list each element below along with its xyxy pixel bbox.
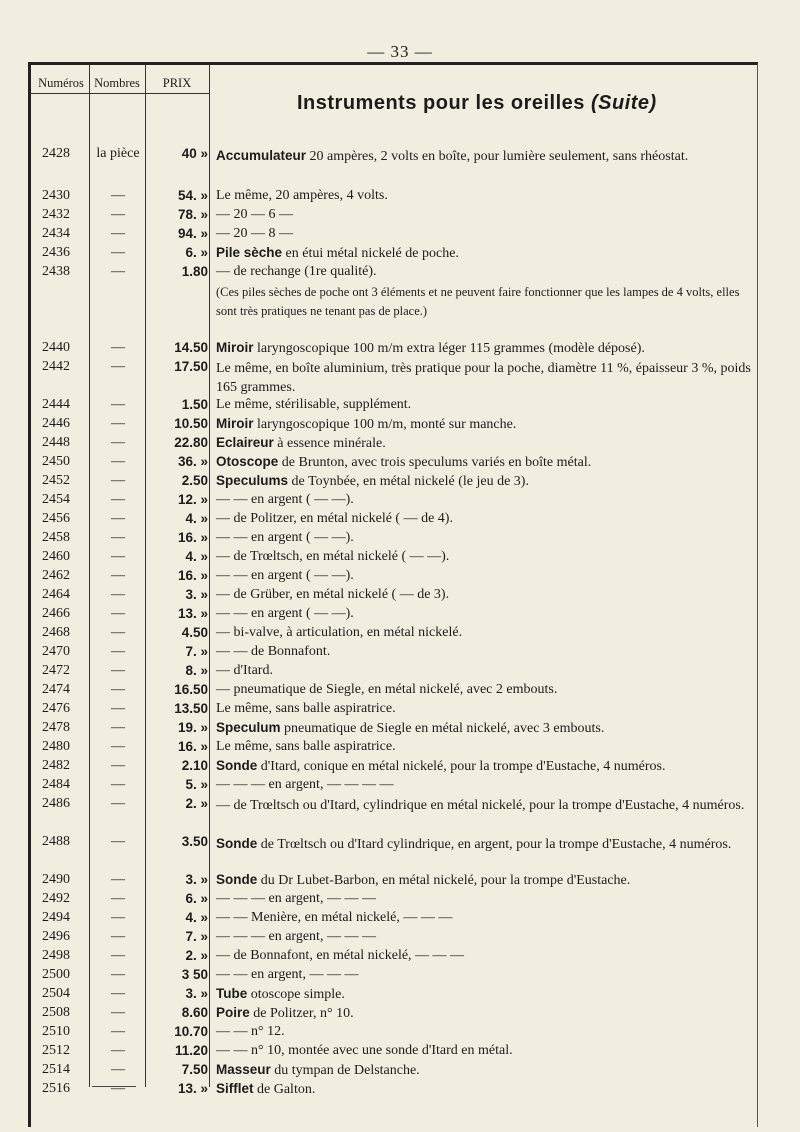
item-name: Sonde (216, 872, 258, 887)
item-number: 2510 (42, 1024, 70, 1039)
item-details: — de Bonnafont, en métal nickelé, — — — (216, 948, 465, 963)
table-row (0, 758, 800, 777)
item-number: 2466 (42, 606, 70, 621)
item-details: otoscope simple. (247, 987, 345, 1002)
item-details: — de Trœltsch ou d'Itard, cylindrique en métal nickelé, pour la trompe d'Eustache, 4 numéros. (216, 798, 745, 813)
table-row (0, 663, 800, 682)
table-row (0, 587, 800, 606)
table-row (0, 625, 800, 644)
table-row (0, 207, 800, 226)
item-price: 6. » (185, 245, 208, 260)
item-details: — — — en argent, — — — — (216, 777, 394, 792)
item-number: 2514 (42, 1062, 70, 1077)
item-details: — — de Bonnafont. (216, 644, 331, 659)
item-details: en étui métal nickelé de poche. (282, 246, 459, 261)
item-price: 4.50 (181, 625, 208, 640)
item-quantity: — (111, 492, 125, 507)
item-details: d'Itard, conique en métal nickelé, pour la trompe d'Eustache, 4 numéros. (257, 759, 666, 774)
item-description (216, 796, 756, 815)
item-details: du Dr Lubet-Barbon, en métal nickelé, pour la trompe d'Eustache. (257, 873, 631, 888)
item-details: de Politzer, n° 10. (249, 1006, 354, 1021)
item-price: 12. » (177, 492, 208, 507)
item-quantity: — (111, 682, 125, 697)
item-details: laryngoscopique 100 m/m extra léger 115 grammes (modèle déposé). (253, 341, 645, 356)
item-quantity: — (111, 1024, 125, 1039)
item-price: 4. » (185, 910, 208, 925)
item-name: Otoscope (216, 454, 279, 469)
item-details: — de Trœltsch, en métal nickelé ( — —). (216, 549, 450, 564)
item-number: 2488 (42, 834, 70, 849)
item-details: Le même, en boîte aluminium, très pratique pour la poche, diamètre 11 %, épaisseur 3 %, poids 165 grammes. (216, 361, 751, 395)
item-details: laryngoscopique 100 m/m, monté sur manche. (253, 417, 517, 432)
item-number: 2438 (42, 264, 70, 279)
item-quantity: — (111, 1043, 125, 1058)
item-price: 13. » (177, 1081, 208, 1096)
item-details: Le même, sans balle aspiratrice. (216, 739, 396, 754)
item-description (216, 948, 756, 964)
table-row (0, 1005, 800, 1024)
item-description (216, 226, 756, 242)
item-quantity: — (111, 986, 125, 1001)
item-description (216, 739, 756, 755)
item-price: 19. » (177, 720, 208, 735)
item-details: — de Politzer, en métal nickelé ( — de 4). (216, 511, 453, 526)
item-details: — — Menière, en métal nickelé, — — — (216, 910, 453, 925)
item-quantity: — (111, 644, 125, 659)
item-number: 2428 (42, 146, 70, 161)
item-quantity: — (111, 435, 125, 450)
table-row (0, 245, 800, 264)
table-row (0, 986, 800, 1005)
item-details: pneumatique de Siegle en métal nickelé, avec 3 embouts. (280, 721, 605, 736)
item-number: 2452 (42, 473, 70, 488)
item-details: Le même, stérilisable, supplément. (216, 397, 412, 412)
item-description (216, 511, 756, 527)
item-number: 2482 (42, 758, 70, 773)
item-price: 7.50 (181, 1062, 208, 1077)
item-details: du tympan de Delstanche. (270, 1063, 420, 1078)
section-title (297, 92, 657, 115)
table-row (0, 777, 800, 796)
item-number: 2486 (42, 796, 70, 811)
item-price: 13.50 (174, 701, 208, 716)
item-number: 2490 (42, 872, 70, 887)
item-description (216, 549, 756, 565)
table-row (0, 948, 800, 967)
item-details: — — en argent ( — —). (216, 606, 354, 621)
item-description (216, 473, 756, 490)
item-quantity: — (111, 758, 125, 773)
item-quantity: — (111, 340, 125, 355)
item-number: 2478 (42, 720, 70, 735)
table-row (0, 530, 800, 549)
header-nombres: Nombres (94, 76, 140, 90)
table-row (0, 606, 800, 625)
item-description (216, 967, 756, 983)
item-description (216, 530, 756, 546)
item-details: — 20 — 8 — (216, 226, 293, 241)
item-description (216, 777, 756, 793)
item-quantity: — (111, 701, 125, 716)
item-price: 3. » (185, 587, 208, 602)
item-price: 17.50 (174, 359, 208, 374)
item-details: Le même, sans balle aspiratrice. (216, 701, 396, 716)
table-row (0, 1081, 800, 1100)
item-quantity: — (111, 359, 125, 374)
item-description (216, 207, 756, 223)
item-number: 2440 (42, 340, 70, 355)
item-price: 2.50 (181, 473, 208, 488)
header-numeros: Numéros (38, 76, 84, 90)
item-quantity: — (111, 1062, 125, 1077)
item-description (216, 910, 756, 926)
item-description (216, 492, 756, 508)
item-price: 94. » (177, 226, 208, 241)
item-number: 2450 (42, 454, 70, 469)
item-price: 16. » (177, 530, 208, 545)
item-details: — — n° 10, montée avec une sonde d'Itard en métal. (216, 1043, 513, 1058)
item-name: Masseur (216, 1062, 271, 1077)
item-price: 3.50 (181, 834, 208, 849)
item-number: 2474 (42, 682, 70, 697)
item-number: 2462 (42, 568, 70, 583)
item-price: 4. » (185, 549, 208, 564)
item-details: — — en argent ( — —). (216, 492, 354, 507)
item-number: 2446 (42, 416, 70, 431)
item-number: 2498 (42, 948, 70, 963)
item-quantity: — (111, 226, 125, 241)
item-description (216, 568, 756, 584)
table-row (0, 644, 800, 663)
item-quantity: — (111, 416, 125, 431)
item-number: 2460 (42, 549, 70, 564)
table-row (0, 416, 800, 435)
item-quantity: — (111, 739, 125, 754)
item-name: Tube (216, 986, 248, 1001)
item-quantity: — (111, 587, 125, 602)
item-details: Le même, 20 ampères, 4 volts. (216, 188, 388, 203)
item-number: 2432 (42, 207, 70, 222)
item-name: Poire (216, 1005, 250, 1020)
item-description (216, 606, 756, 622)
item-quantity: la pièce (96, 146, 140, 161)
item-quantity: — (111, 188, 125, 203)
item-quantity: — (111, 245, 125, 260)
item-number: 2444 (42, 397, 70, 412)
item-price: 3. » (185, 986, 208, 1001)
item-number: 2484 (42, 777, 70, 792)
item-price: 2.10 (181, 758, 208, 773)
item-quantity: — (111, 397, 125, 412)
table-row (0, 1062, 800, 1081)
item-description (216, 454, 756, 471)
table-row (0, 1043, 800, 1062)
item-number: 2516 (42, 1081, 70, 1096)
item-price: 36. » (177, 454, 208, 469)
item-quantity: — (111, 549, 125, 564)
table-row (0, 473, 800, 492)
item-price: 10.50 (174, 416, 208, 431)
item-quantity: — (111, 1081, 125, 1096)
item-price: 10.70 (174, 1024, 208, 1039)
item-quantity: — (111, 1005, 125, 1020)
item-quantity: — (111, 511, 125, 526)
item-description (216, 758, 756, 775)
item-price: 5. » (185, 777, 208, 792)
item-name: Miroir (216, 340, 254, 355)
item-name: Sifflet (216, 1081, 254, 1096)
table-row (0, 146, 800, 165)
item-number: 2470 (42, 644, 70, 659)
item-number: 2472 (42, 663, 70, 678)
item-description (216, 146, 756, 166)
item-description (216, 264, 756, 280)
item-number: 2464 (42, 587, 70, 602)
table-row (0, 188, 800, 207)
item-quantity: — (111, 929, 125, 944)
item-description (216, 1005, 756, 1022)
table-row (0, 568, 800, 587)
item-price: 16.50 (174, 682, 208, 697)
item-quantity: — (111, 454, 125, 469)
item-details: — — — en argent, — — — (216, 929, 376, 944)
item-details: 20 ampères, 2 volts en boîte, pour lumière seulement, sans rhéostat. (306, 149, 689, 164)
item-price: 13. » (177, 606, 208, 621)
item-details: — 20 — 6 — (216, 207, 293, 222)
item-quantity: — (111, 663, 125, 678)
table-row (0, 435, 800, 454)
item-description (216, 663, 756, 679)
item-description (216, 245, 756, 262)
item-price: 4. » (185, 511, 208, 526)
item-price: 2. » (185, 948, 208, 963)
item-quantity: — (111, 796, 125, 811)
page-number: — 33 — (367, 42, 433, 61)
item-quantity: — (111, 264, 125, 279)
item-description (216, 416, 756, 433)
item-price: 3 50 (181, 967, 208, 982)
item-quantity: — (111, 834, 125, 849)
item-details: — — — en argent, — — — (216, 891, 376, 906)
table-row (0, 929, 800, 948)
item-price: 40 » (181, 146, 208, 161)
item-number: 2480 (42, 739, 70, 754)
item-description (216, 891, 756, 907)
item-description (216, 1043, 756, 1059)
item-description (216, 1081, 756, 1098)
item-description (216, 587, 756, 603)
table-row (0, 511, 800, 530)
item-description (216, 359, 756, 397)
item-number: 2468 (42, 625, 70, 640)
item-details: de Toynbée, en métal nickelé (le jeu de 3). (288, 474, 529, 489)
table-row (0, 340, 800, 359)
item-number: 2436 (42, 245, 70, 260)
item-description (216, 397, 756, 413)
item-description (216, 701, 756, 717)
item-price: 8. » (185, 663, 208, 678)
header-divider (31, 93, 209, 94)
item-quantity: — (111, 910, 125, 925)
item-details: — d'Itard. (216, 663, 273, 678)
item-number: 2512 (42, 1043, 70, 1058)
table-row (0, 226, 800, 245)
item-number: 2456 (42, 511, 70, 526)
item-price: 1.50 (181, 397, 208, 412)
item-price: 16. » (177, 739, 208, 754)
item-number: 2504 (42, 986, 70, 1001)
header-prix: PRIX (162, 76, 192, 90)
item-details: — — en argent ( — —). (216, 568, 354, 583)
item-number: 2494 (42, 910, 70, 925)
item-price: 54. » (177, 188, 208, 203)
item-number: 2454 (42, 492, 70, 507)
item-description (216, 986, 756, 1003)
item-description (216, 188, 756, 204)
item-number: 2442 (42, 359, 70, 374)
table-row (0, 739, 800, 758)
table-row (0, 359, 800, 395)
closing-rule (92, 1086, 136, 1087)
table-row (0, 796, 800, 815)
item-description (216, 929, 756, 945)
item-quantity: — (111, 872, 125, 887)
item-details: — pneumatique de Siegle, en métal nickelé, avec 2 embouts. (216, 682, 558, 697)
item-price: 7. » (185, 644, 208, 659)
item-price: 2. » (185, 796, 208, 811)
table-row (0, 891, 800, 910)
item-number: 2434 (42, 226, 70, 241)
item-name: Pile sèche (216, 245, 283, 260)
table-row (0, 549, 800, 568)
item-number: 2458 (42, 530, 70, 545)
item-number: 2476 (42, 701, 70, 716)
table-row (0, 397, 800, 416)
table-row (0, 454, 800, 473)
item-details: — — en argent ( — —). (216, 530, 354, 545)
item-quantity: — (111, 207, 125, 222)
item-description (216, 682, 756, 698)
table-row (0, 967, 800, 986)
item-price: 14.50 (174, 340, 208, 355)
item-description (216, 1024, 756, 1040)
item-description (216, 872, 756, 889)
item-quantity: — (111, 891, 125, 906)
item-number: 2492 (42, 891, 70, 906)
table-row (0, 872, 800, 891)
item-quantity: — (111, 948, 125, 963)
item-details: de Brunton, avec trois speculums variés en boîte métal. (278, 455, 592, 470)
item-details: — de Grüber, en métal nickelé ( — de 3). (216, 587, 450, 602)
item-name: Miroir (216, 416, 254, 431)
item-quantity: — (111, 967, 125, 982)
item-name: Sonde (216, 758, 258, 773)
item-description (216, 625, 756, 641)
item-description (216, 435, 756, 452)
item-price: 22.80 (174, 435, 208, 450)
item-quantity: — (111, 568, 125, 583)
item-details: — — n° 12. (216, 1024, 285, 1039)
item-description (216, 1062, 756, 1079)
table-row (0, 264, 800, 283)
item-quantity: — (111, 530, 125, 545)
item-price: 7. » (185, 929, 208, 944)
item-number: 2508 (42, 1005, 70, 1020)
title-main: Instruments pour les oreilles (297, 92, 585, 114)
item-quantity: — (111, 777, 125, 792)
item-name: Speculum (216, 720, 281, 735)
item-price: 1.80 (181, 264, 208, 279)
table-row (0, 492, 800, 511)
item-description (216, 720, 756, 737)
item-details: — de rechange (1re qualité). (216, 264, 377, 279)
item-price: 3. » (185, 872, 208, 887)
item-number: 2496 (42, 929, 70, 944)
table-row (0, 701, 800, 720)
item-quantity: — (111, 473, 125, 488)
item-description (216, 834, 756, 854)
item-name: Eclaireur (216, 435, 274, 450)
item-number: 2500 (42, 967, 70, 982)
item-name: Sonde (216, 836, 258, 851)
item-details: — — en argent, — — — (216, 967, 359, 982)
item-name: Accumulateur (216, 148, 307, 163)
table-row (0, 1024, 800, 1043)
table-row (0, 910, 800, 929)
table-row (0, 834, 800, 853)
battery-note: (Ces piles sèches de poche ont 3 éléments et ne peuvent faire fonctionner que les lampes de 4 volts, elles sont très pratiques ne tenant pas de place.) (216, 285, 740, 318)
item-details: de Galton. (253, 1082, 316, 1097)
item-description (216, 340, 756, 357)
item-price: 8.60 (181, 1005, 208, 1020)
item-details: — bi-valve, à articulation, en métal nickelé. (216, 625, 463, 640)
item-number: 2430 (42, 188, 70, 203)
title-suffix: (Suite) (590, 92, 657, 114)
item-number: 2448 (42, 435, 70, 450)
item-name: Speculums (216, 473, 289, 488)
item-price: 16. » (177, 568, 208, 583)
item-price: 6. » (185, 891, 208, 906)
item-description (216, 644, 756, 660)
item-quantity: — (111, 625, 125, 640)
item-details: à essence minérale. (273, 436, 386, 451)
table-row (0, 720, 800, 739)
table-row (0, 682, 800, 701)
item-price: 78. » (177, 207, 208, 222)
item-details: de Trœltsch ou d'Itard cylindrique, en argent, pour la trompe d'Eustache, 4 numéros. (257, 837, 732, 852)
item-quantity: — (111, 606, 125, 621)
item-price: 11.20 (174, 1043, 208, 1058)
item-quantity: — (111, 720, 125, 735)
